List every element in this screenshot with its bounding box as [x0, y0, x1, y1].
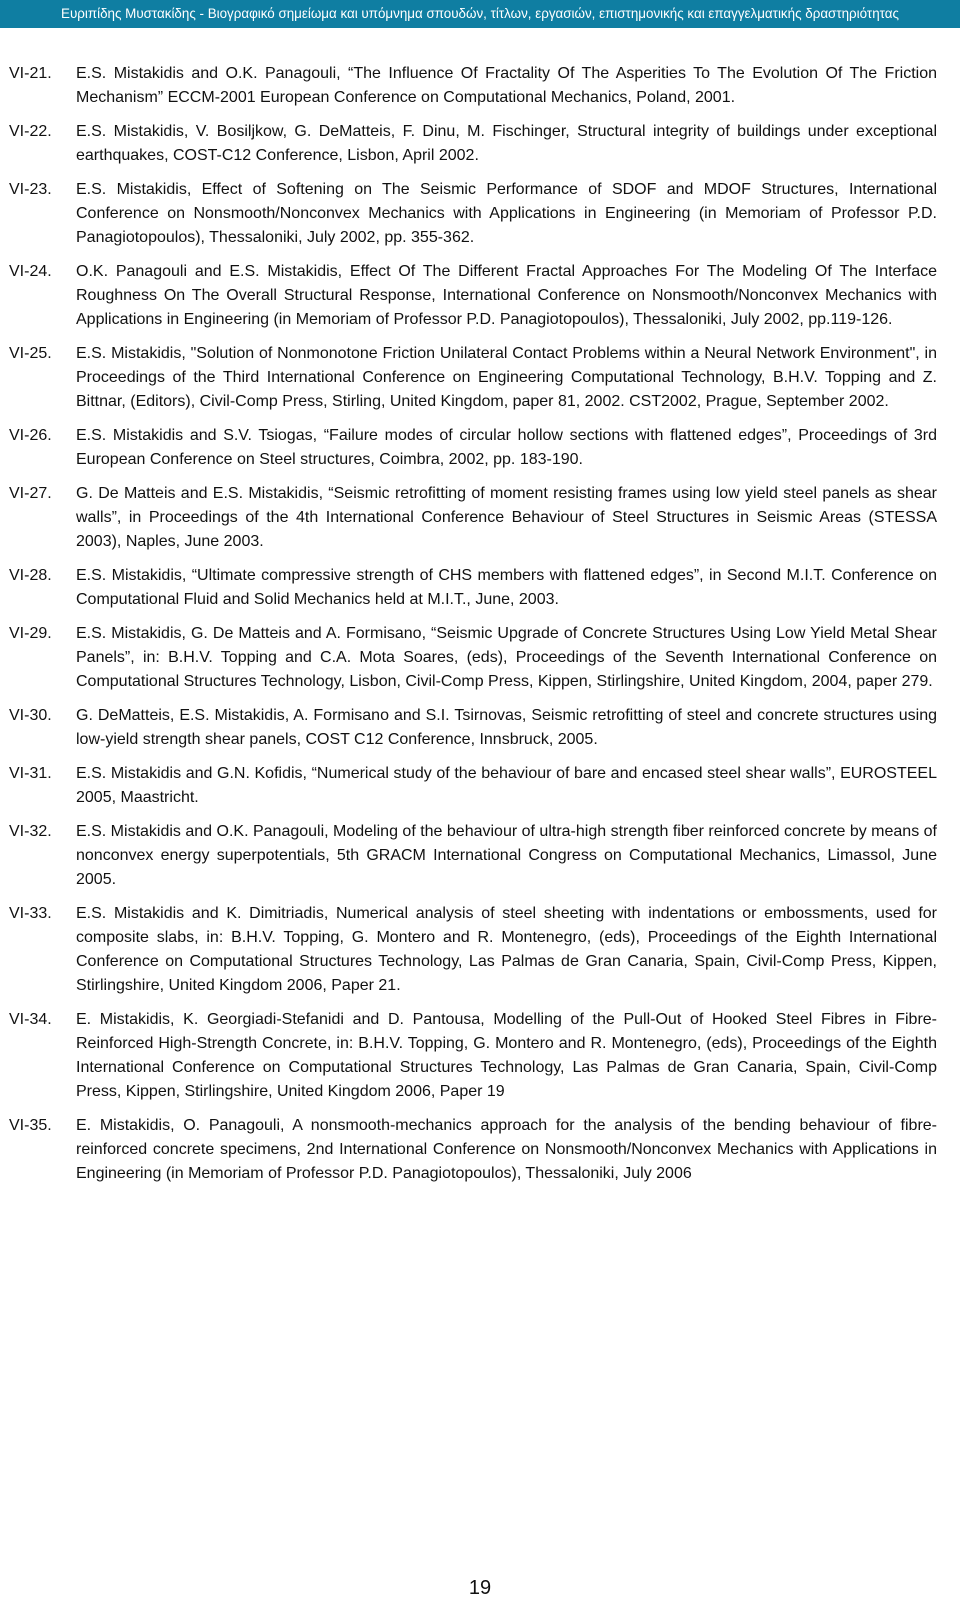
reference-text: O.K. Panagouli and E.S. Mistakidis, Effect Of The Different Fractal Approaches For The Modeling Of The Interface Roughness On The Overall Structural Response, International Conference on Nonsmooth/Nonconvex Mechanics with Applications in Engineering (in Memoriam of Professor P.D. Panagiotopoulos), Thessaloniki, July 2002, pp.119-126. [76, 263, 937, 328]
reference-item [9, 178, 949, 250]
reference-text: E.S. Mistakidis, G. De Matteis and A. Formisano, “Seismic Upgrade of Concrete Structures Using Low Yield Metal Shear Panels”, in: B.H.V. Topping and C.A. Mota Soares, (eds), Proceedings of the Seventh International Conference on Computational Structures Technology, Lisbon, Civil-Comp Press, Kippen, Stirlingshire, United Kingdom, 2004, paper 279. [76, 625, 937, 690]
reference-item [9, 120, 949, 168]
reference-item [9, 62, 949, 110]
reference-number: VI-26. [9, 427, 52, 444]
reference-text: E.S. Mistakidis, "Solution of Nonmonotone Friction Unilateral Contact Problems within a Neural Network Environment", in Proceedings of the Third International Conference on Engineering Computational Technology, B.H.V. Topping and Z. Bittnar, (Editors), Civil-Comp Press, Stirling, United Kingdom, paper 81, 2002. CST2002, Prague, September 2002. [76, 345, 937, 410]
reference-text: E.S. Mistakidis, V. Bosiljkow, G. DeMatteis, F. Dinu, M. Fischinger, Structural integrity of buildings under exceptional earthquakes, COST-C12 Conference, Lisbon, April 2002. [76, 123, 937, 164]
reference-item [9, 820, 949, 892]
running-header [0, 0, 960, 28]
reference-item [9, 1114, 949, 1186]
reference-text: G. De Matteis and E.S. Mistakidis, “Seismic retrofitting of moment resisting frames using low yield steel panels as shear walls”, in Proceedings of the 4th International Conference Behaviour of Steel Structures in Seismic Areas (STESSA 2003), Naples, June 2003. [76, 485, 937, 550]
reference-number: VI-25. [9, 345, 52, 362]
reference-item [9, 704, 949, 752]
reference-text: E.S. Mistakidis, Effect of Softening on The Seismic Performance of SDOF and MDOF Structures, International Conference on Nonsmooth/Nonconvex Mechanics with Applications in Engineering (in Memoriam of Professor P.D. Panagiotopoulos), Thessaloniki, July 2002, pp. 355-362. [76, 181, 937, 246]
running-header-text: Ευριπίδης Μυστακίδης - Βιογραφικό σημείωμα και υπόμνημα σπουδών, τίτλων, εργασιών, επιστημονικής και επαγγελματικής δραστηριότητας [61, 6, 899, 21]
reference-text: E.S. Mistakidis, “Ultimate compressive strength of CHS members with flattened edges”, in Second M.I.T. Conference on Computational Fluid and Solid Mechanics held at M.I.T., June, 2003. [76, 567, 937, 608]
reference-text: E. Mistakidis, K. Georgiadi-Stefanidi and D. Pantousa, Modelling of the Pull-Out of Hooked Steel Fibres in Fibre-Reinforced High-Strength Concrete, in: B.H.V. Topping, G. Montero and R. Montenegro, (eds), Proceedings of the Eighth International Conference on Computational Structures Technology, Las Palmas de Gran Canaria, Spain, Civil-Comp Press, Kippen, Stirlingshire, United Kingdom 2006, Paper 19 [76, 1011, 937, 1100]
reference-item [9, 1008, 949, 1104]
reference-text: E. Mistakidis, O. Panagouli, A nonsmooth-mechanics approach for the analysis of the bending behaviour of fibre-reinforced concrete specimens, 2nd International Conference on Nonsmooth/Nonconvex Mechanics with Applications in Engineering (in Memoriam of Professor P.D. Panagiotopoulos), Thessaloniki, July 2006 [76, 1117, 937, 1182]
reference-text: E.S. Mistakidis and S.V. Tsiogas, “Failure modes of circular hollow sections with flattened edges”, Proceedings of 3rd European Conference on Steel structures, Coimbra, 2002, pp. 183-190. [76, 427, 937, 468]
reference-item [9, 424, 949, 472]
page-number: 19 [468, 1577, 492, 1599]
reference-item [9, 622, 949, 694]
reference-text: E.S. Mistakidis and G.N. Kofidis, “Numerical study of the behaviour of bare and encased steel shear walls”, EUROSTEEL 2005, Maastricht. [76, 765, 937, 806]
reference-number: VI-22. [9, 123, 52, 140]
reference-number: VI-33. [9, 905, 52, 922]
reference-number: VI-31. [9, 765, 52, 782]
reference-text: E.S. Mistakidis and K. Dimitriadis, Numerical analysis of steel sheeting with indentations or embossments, used for composite slabs, in: B.H.V. Topping, G. Montero and R. Montenegro, (eds), Proceedings of the Eighth International Conference on Computational Structures Technology, Las Palmas de Gran Canaria, Spain, Civil-Comp Press, Kippen, Stirlingshire, United Kingdom 2006, Paper 21. [76, 905, 937, 994]
reference-number: VI-24. [9, 263, 52, 280]
reference-number: VI-23. [9, 181, 52, 198]
reference-text: E.S. Mistakidis and O.K. Panagouli, Modeling of the behaviour of ultra-high strength fiber reinforced concrete by means of nonconvex energy superpotentials, 5th GRACM International Congress on Computational Mechanics, Limassol, June 2005. [76, 823, 937, 888]
reference-number: VI-35. [9, 1117, 52, 1134]
reference-text: E.S. Mistakidis and O.K. Panagouli, “The Influence Of Fractality Of The Asperities To The Evolution Of The Friction Mechanism” ECCM-2001 European Conference on Computational Mechanics, Poland, 2001. [76, 65, 937, 106]
reference-number: VI-29. [9, 625, 52, 642]
reference-item [9, 762, 949, 810]
reference-item [9, 342, 949, 414]
reference-number: VI-34. [9, 1011, 52, 1028]
reference-number: VI-21. [9, 65, 52, 82]
reference-list [9, 62, 949, 1196]
reference-item [9, 902, 949, 998]
reference-number: VI-28. [9, 567, 52, 584]
reference-item [9, 482, 949, 554]
reference-item [9, 564, 949, 612]
reference-text: G. DeMatteis, E.S. Mistakidis, A. Formisano and S.I. Tsirnovas, Seismic retrofitting of steel and concrete structures using low-yield strength shear panels, COST C12 Conference, Innsbruck, 2005. [76, 707, 937, 748]
reference-number: VI-27. [9, 485, 52, 502]
reference-number: VI-32. [9, 823, 52, 840]
reference-number: VI-30. [9, 707, 52, 724]
reference-item [9, 260, 949, 332]
